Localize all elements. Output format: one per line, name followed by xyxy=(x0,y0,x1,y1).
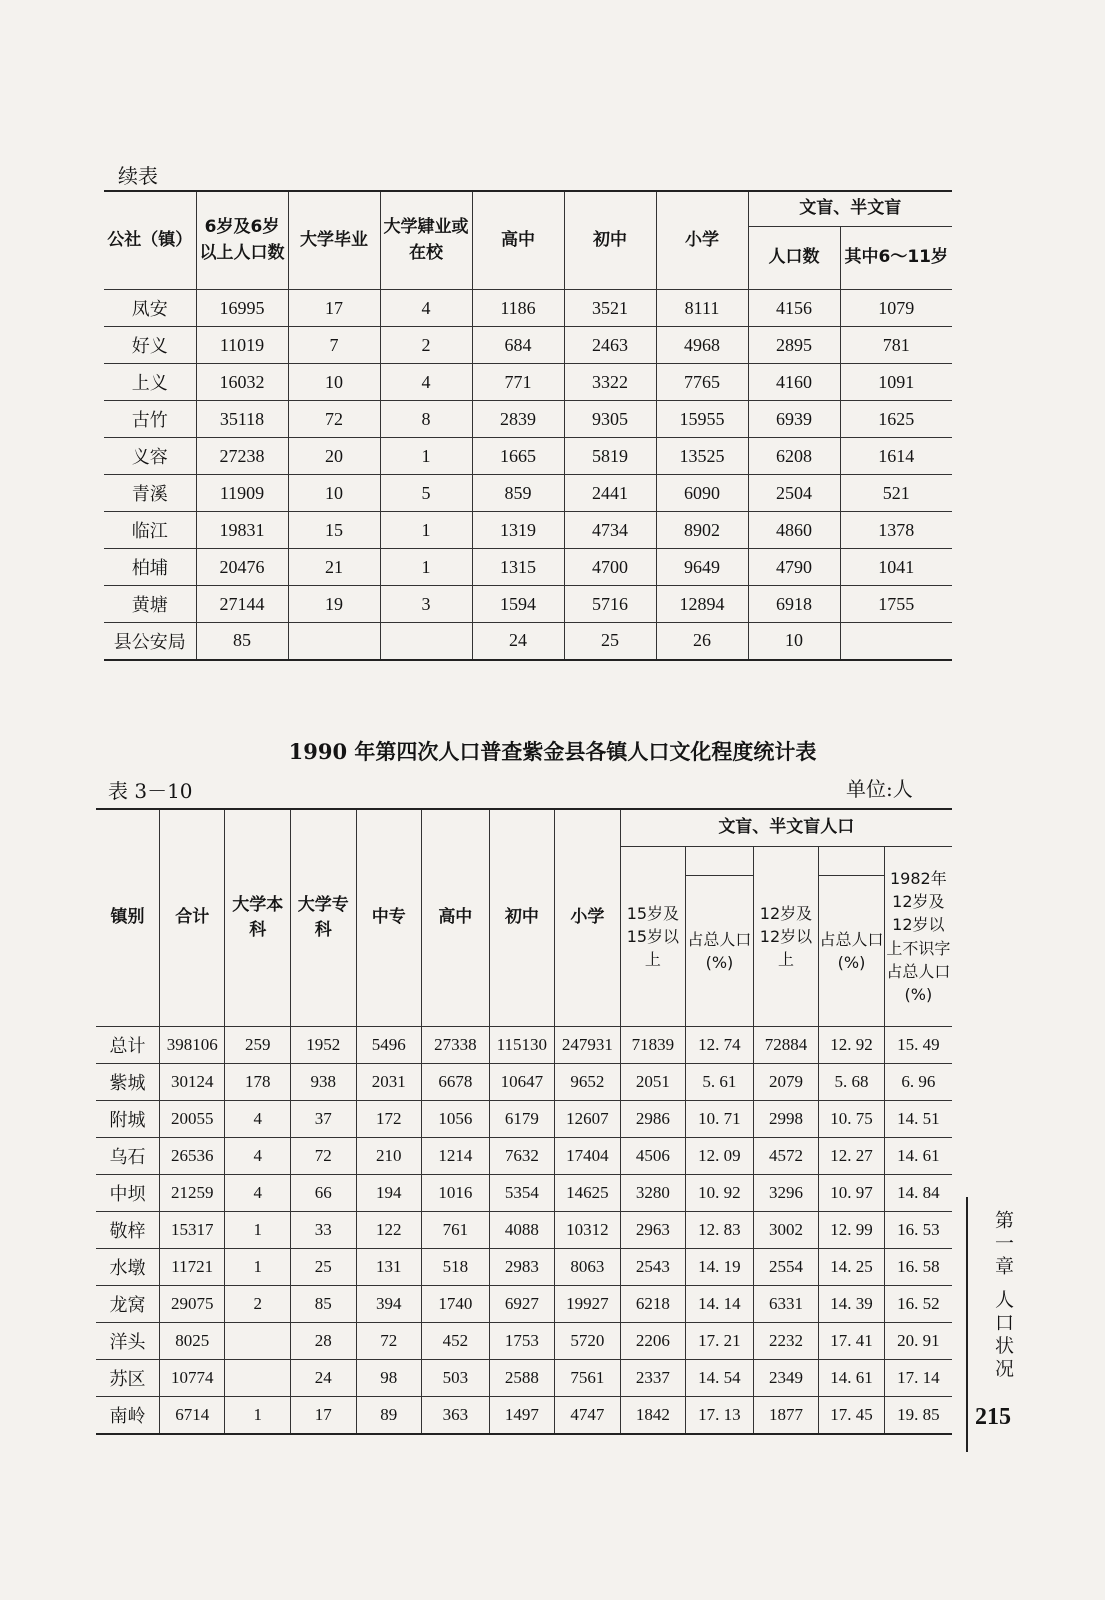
table-cell: 1378 xyxy=(840,512,952,549)
table-cell: 4 xyxy=(380,290,472,327)
table-cell: 14. 61 xyxy=(884,1138,952,1175)
table-cell: 10 xyxy=(288,475,380,512)
table-cell: 12. 83 xyxy=(686,1212,754,1249)
table-cell xyxy=(840,623,952,660)
side-rule xyxy=(966,1197,968,1452)
table-cell: 27338 xyxy=(422,1027,490,1064)
table-cell: 37 xyxy=(291,1101,357,1138)
table-cell: 1755 xyxy=(840,586,952,623)
table-row xyxy=(96,1175,952,1212)
table-cell: 21 xyxy=(288,549,380,586)
table-cell: 1 xyxy=(225,1397,291,1434)
row-label: 附城 xyxy=(96,1101,159,1138)
table-cell: 12607 xyxy=(555,1101,621,1138)
table-cell: 9652 xyxy=(555,1064,621,1101)
table-cell: 19. 85 xyxy=(884,1397,952,1434)
table-cell: 2079 xyxy=(753,1064,819,1101)
table-cell: 1614 xyxy=(840,438,952,475)
row-label: 义容 xyxy=(104,438,196,475)
header-illiterate-group: 文盲、半文盲 xyxy=(748,191,952,227)
table-cell: 2463 xyxy=(564,327,656,364)
header-junior: 初中 xyxy=(489,809,555,1027)
table-cell: 12894 xyxy=(656,586,748,623)
table-cell: 8063 xyxy=(555,1249,621,1286)
table-cell: 1665 xyxy=(472,438,564,475)
table-cell: 10 xyxy=(288,364,380,401)
table-cell: 12. 27 xyxy=(819,1138,885,1175)
table-cell: 10647 xyxy=(489,1064,555,1101)
row-label: 总计 xyxy=(96,1027,159,1064)
table-cell: 85 xyxy=(291,1286,357,1323)
table-cell: 10774 xyxy=(159,1360,225,1397)
table-cell: 1952 xyxy=(291,1027,357,1064)
page-number: 215 xyxy=(975,1404,1011,1430)
table-cell: 4 xyxy=(225,1101,291,1138)
table-cell: 684 xyxy=(472,327,564,364)
header-primary: 小学 xyxy=(656,191,748,290)
table-cell: 14. 61 xyxy=(819,1360,885,1397)
row-label: 乌石 xyxy=(96,1138,159,1175)
table-cell: 6331 xyxy=(753,1286,819,1323)
continued-table-label: 续表 xyxy=(118,164,158,188)
table-row xyxy=(104,327,952,364)
table-row xyxy=(104,586,952,623)
header-bachelor: 大学本科 xyxy=(225,809,291,1027)
table-cell: 4734 xyxy=(564,512,656,549)
table-cell: 503 xyxy=(422,1360,490,1397)
table-row xyxy=(104,549,952,586)
table-cell: 5. 68 xyxy=(819,1064,885,1101)
table-cell: 1 xyxy=(380,438,472,475)
table-cell: 210 xyxy=(356,1138,422,1175)
table-cell: 17 xyxy=(291,1397,357,1434)
table-cell: 28 xyxy=(291,1323,357,1360)
row-label: 中坝 xyxy=(96,1175,159,1212)
header-pop-6-plus: 6岁及6岁以上人口数 xyxy=(196,191,288,290)
table-cell: 20 xyxy=(288,438,380,475)
table-cell: 4 xyxy=(225,1138,291,1175)
table-cell: 17. 14 xyxy=(884,1360,952,1397)
table-cell: 2349 xyxy=(753,1360,819,1397)
table-cell: 1497 xyxy=(489,1397,555,1434)
table-cell: 17. 21 xyxy=(686,1323,754,1360)
table-cell: 1056 xyxy=(422,1101,490,1138)
table-cell: 7561 xyxy=(555,1360,621,1397)
header-illiterate-group: 文盲、半文盲人口 xyxy=(620,809,952,847)
table-cell: 1594 xyxy=(472,586,564,623)
table-cell: 2206 xyxy=(620,1323,686,1360)
table-cell: 25 xyxy=(564,623,656,660)
table-cell: 12. 09 xyxy=(686,1138,754,1175)
table-row xyxy=(96,1323,952,1360)
table-cell: 26 xyxy=(656,623,748,660)
table-cell: 194 xyxy=(356,1175,422,1212)
table-cell: 15. 49 xyxy=(884,1027,952,1064)
table-cell xyxy=(288,623,380,660)
table-row xyxy=(104,438,952,475)
table-number: 表 3－10 xyxy=(108,779,193,803)
table-cell: 1753 xyxy=(489,1323,555,1360)
table-cell: 14625 xyxy=(555,1175,621,1212)
table-cell: 398106 xyxy=(159,1027,225,1064)
table-row xyxy=(96,1397,952,1434)
table-cell: 85 xyxy=(196,623,288,660)
table-cell: 3280 xyxy=(620,1175,686,1212)
table-cell: 6090 xyxy=(656,475,748,512)
table-cell: 2895 xyxy=(748,327,840,364)
table-cell: 4506 xyxy=(620,1138,686,1175)
table-cell: 3521 xyxy=(564,290,656,327)
row-label: 龙窝 xyxy=(96,1286,159,1323)
table-cell: 1 xyxy=(380,549,472,586)
table-cell: 938 xyxy=(291,1064,357,1101)
table-cell: 4700 xyxy=(564,549,656,586)
table-cell: 1091 xyxy=(840,364,952,401)
header-town: 镇别 xyxy=(96,809,159,1027)
row-label: 水墩 xyxy=(96,1249,159,1286)
table-cell: 33 xyxy=(291,1212,357,1249)
table-cell: 15955 xyxy=(656,401,748,438)
header-total: 合计 xyxy=(159,809,225,1027)
table-cell: 4156 xyxy=(748,290,840,327)
table-row xyxy=(96,1138,952,1175)
table-cell: 5354 xyxy=(489,1175,555,1212)
table-cell: 5 xyxy=(380,475,472,512)
table-cell: 10. 92 xyxy=(686,1175,754,1212)
table-cell: 6208 xyxy=(748,438,840,475)
table-cell: 12. 92 xyxy=(819,1027,885,1064)
table-cell: 1186 xyxy=(472,290,564,327)
table-cell: 2 xyxy=(380,327,472,364)
row-label: 苏区 xyxy=(96,1360,159,1397)
table-cell: 24 xyxy=(472,623,564,660)
table-cell: 363 xyxy=(422,1397,490,1434)
table-cell: 12. 74 xyxy=(686,1027,754,1064)
table-cell: 14. 19 xyxy=(686,1249,754,1286)
table-cell: 20476 xyxy=(196,549,288,586)
table-cell: 8025 xyxy=(159,1323,225,1360)
table-cell: 24 xyxy=(291,1360,357,1397)
table-cell: 1625 xyxy=(840,401,952,438)
table-cell: 259 xyxy=(225,1027,291,1064)
table-cell: 35118 xyxy=(196,401,288,438)
table-cell: 6218 xyxy=(620,1286,686,1323)
table-cell: 178 xyxy=(225,1064,291,1101)
table-cell: 9649 xyxy=(656,549,748,586)
table-row xyxy=(96,1101,952,1138)
table-cell: 72884 xyxy=(753,1027,819,1064)
row-label: 好义 xyxy=(104,327,196,364)
table-cell: 27144 xyxy=(196,586,288,623)
table-cell: 8902 xyxy=(656,512,748,549)
table-cell: 17. 45 xyxy=(819,1397,885,1434)
table-row xyxy=(104,364,952,401)
table-cell: 1315 xyxy=(472,549,564,586)
header-primary: 小学 xyxy=(555,809,621,1027)
header-age-15-plus: 15岁及15岁以上 xyxy=(620,847,686,1027)
row-label: 临江 xyxy=(104,512,196,549)
table-cell: 19 xyxy=(288,586,380,623)
table-cell: 1079 xyxy=(840,290,952,327)
table-cell: 15 xyxy=(288,512,380,549)
row-label: 县公安局 xyxy=(104,623,196,660)
header-age-12-plus: 12岁及12岁以上 xyxy=(753,847,819,1027)
table-cell: 781 xyxy=(840,327,952,364)
table-cell: 2543 xyxy=(620,1249,686,1286)
table-cell: 2986 xyxy=(620,1101,686,1138)
table-cell: 10. 97 xyxy=(819,1175,885,1212)
table-cell: 4088 xyxy=(489,1212,555,1249)
table-row xyxy=(104,475,952,512)
table-cell: 11909 xyxy=(196,475,288,512)
table-cell: 72 xyxy=(356,1323,422,1360)
table-cell: 19831 xyxy=(196,512,288,549)
table-cell: 13525 xyxy=(656,438,748,475)
table-cell: 394 xyxy=(356,1286,422,1323)
table-row xyxy=(104,290,952,327)
table-cell: 30124 xyxy=(159,1064,225,1101)
table-cell: 19927 xyxy=(555,1286,621,1323)
table-cell: 2963 xyxy=(620,1212,686,1249)
table-cell: 6714 xyxy=(159,1397,225,1434)
table-cell: 5819 xyxy=(564,438,656,475)
table-cell: 17. 13 xyxy=(686,1397,754,1434)
table-cell: 5716 xyxy=(564,586,656,623)
table-cell: 21259 xyxy=(159,1175,225,1212)
table-cell: 4968 xyxy=(656,327,748,364)
table-cell: 6918 xyxy=(748,586,840,623)
table-cell: 17. 41 xyxy=(819,1323,885,1360)
table-cell: 172 xyxy=(356,1101,422,1138)
header-tech-secondary: 中专 xyxy=(356,809,422,1027)
header-pct-15: 占总人口(%) xyxy=(686,876,754,1027)
header-senior: 高中 xyxy=(472,191,564,290)
table-cell: 72 xyxy=(291,1138,357,1175)
row-label: 古竹 xyxy=(104,401,196,438)
table-cell xyxy=(225,1323,291,1360)
table-cell: 20055 xyxy=(159,1101,225,1138)
table-cell: 2504 xyxy=(748,475,840,512)
row-label: 南岭 xyxy=(96,1397,159,1434)
table-cell: 1740 xyxy=(422,1286,490,1323)
table-cell: 761 xyxy=(422,1212,490,1249)
table-cell: 2232 xyxy=(753,1323,819,1360)
table-cell: 131 xyxy=(356,1249,422,1286)
header-illiterate-6-11: 其中6～11岁 xyxy=(840,227,952,290)
table-cell: 4 xyxy=(380,364,472,401)
row-label: 敬梓 xyxy=(96,1212,159,1249)
table-row xyxy=(96,1286,952,1323)
table-cell: 10 xyxy=(748,623,840,660)
table-cell: 7765 xyxy=(656,364,748,401)
table-cell: 4747 xyxy=(555,1397,621,1434)
table-cell: 1 xyxy=(225,1249,291,1286)
header-senior: 高中 xyxy=(422,809,490,1027)
table-cell: 2983 xyxy=(489,1249,555,1286)
table-cell: 5496 xyxy=(356,1027,422,1064)
table-cell xyxy=(380,623,472,660)
table-cell: 115130 xyxy=(489,1027,555,1064)
header-1982-illiterate-pct: 1982年12岁及12岁以上不识字占总人口(%) xyxy=(884,847,952,1027)
table-row xyxy=(104,512,952,549)
table-cell: 2051 xyxy=(620,1064,686,1101)
table-cell: 17 xyxy=(288,290,380,327)
table-cell: 122 xyxy=(356,1212,422,1249)
table-cell: 5. 61 xyxy=(686,1064,754,1101)
table-cell: 26536 xyxy=(159,1138,225,1175)
table-row xyxy=(104,401,952,438)
table-cell: 2 xyxy=(225,1286,291,1323)
header-illiterate-pop: 人口数 xyxy=(748,227,840,290)
table-cell: 2554 xyxy=(753,1249,819,1286)
table-cell: 16. 53 xyxy=(884,1212,952,1249)
table-cell: 4860 xyxy=(748,512,840,549)
table-cell: 4790 xyxy=(748,549,840,586)
table-cell: 14. 51 xyxy=(884,1101,952,1138)
table-cell: 14. 25 xyxy=(819,1249,885,1286)
table-cell: 16032 xyxy=(196,364,288,401)
table-cell: 859 xyxy=(472,475,564,512)
row-label: 紫城 xyxy=(96,1064,159,1101)
table-cell: 1016 xyxy=(422,1175,490,1212)
table-cell: 10312 xyxy=(555,1212,621,1249)
table-cell: 6678 xyxy=(422,1064,490,1101)
table-cell: 4160 xyxy=(748,364,840,401)
row-label: 上义 xyxy=(104,364,196,401)
table-cell: 29075 xyxy=(159,1286,225,1323)
table-cell: 2337 xyxy=(620,1360,686,1397)
table-cell: 72 xyxy=(288,401,380,438)
table-cell: 8111 xyxy=(656,290,748,327)
commune-education-table xyxy=(104,190,952,661)
table-cell: 2588 xyxy=(489,1360,555,1397)
row-label: 柏埔 xyxy=(104,549,196,586)
table-cell: 2441 xyxy=(564,475,656,512)
header-college: 大学专科 xyxy=(291,809,357,1027)
table-row xyxy=(96,1064,952,1101)
table-cell: 10. 71 xyxy=(686,1101,754,1138)
table-row xyxy=(96,1249,952,1286)
table-cell: 1214 xyxy=(422,1138,490,1175)
table-cell: 10. 75 xyxy=(819,1101,885,1138)
table-cell: 6. 96 xyxy=(884,1064,952,1101)
table-cell: 7632 xyxy=(489,1138,555,1175)
table-cell: 8 xyxy=(380,401,472,438)
table-cell: 11721 xyxy=(159,1249,225,1286)
table-cell: 89 xyxy=(356,1397,422,1434)
table-cell: 71839 xyxy=(620,1027,686,1064)
table-cell: 6939 xyxy=(748,401,840,438)
table-cell: 25 xyxy=(291,1249,357,1286)
table-cell: 98 xyxy=(356,1360,422,1397)
table-cell: 14. 84 xyxy=(884,1175,952,1212)
table-cell: 3296 xyxy=(753,1175,819,1212)
table-cell: 4572 xyxy=(753,1138,819,1175)
table-cell: 1842 xyxy=(620,1397,686,1434)
table-cell: 518 xyxy=(422,1249,490,1286)
table-cell: 20. 91 xyxy=(884,1323,952,1360)
table-cell: 16995 xyxy=(196,290,288,327)
table-cell: 452 xyxy=(422,1323,490,1360)
row-label: 黄塘 xyxy=(104,586,196,623)
table-cell: 5720 xyxy=(555,1323,621,1360)
table-cell: 1041 xyxy=(840,549,952,586)
table-cell: 3 xyxy=(380,586,472,623)
header-commune: 公社（镇） xyxy=(104,191,196,290)
table-cell: 6927 xyxy=(489,1286,555,1323)
table-title: 1990 年第四次人口普查紫金县各镇人口文化程度统计表 xyxy=(288,739,817,764)
row-label: 凤安 xyxy=(104,290,196,327)
unit-label: 单位:人 xyxy=(846,777,913,801)
table-cell: 7 xyxy=(288,327,380,364)
table-row xyxy=(96,1212,952,1249)
table-cell: 521 xyxy=(840,475,952,512)
table-cell: 1319 xyxy=(472,512,564,549)
table-cell: 9305 xyxy=(564,401,656,438)
table-row xyxy=(104,623,952,660)
table-cell: 1877 xyxy=(753,1397,819,1434)
table-cell: 3322 xyxy=(564,364,656,401)
table-cell: 12. 99 xyxy=(819,1212,885,1249)
table-cell: 1 xyxy=(380,512,472,549)
table-cell: 1 xyxy=(225,1212,291,1249)
table-row xyxy=(96,1027,952,1064)
table-cell: 2031 xyxy=(356,1064,422,1101)
table-row xyxy=(96,1360,952,1397)
header-univ-grad: 大学毕业 xyxy=(288,191,380,290)
chapter-tab: 第一章 人口状况 xyxy=(992,1210,1014,1382)
table-cell: 6179 xyxy=(489,1101,555,1138)
town-education-table xyxy=(96,808,952,1435)
table-cell: 771 xyxy=(472,364,564,401)
table-cell: 16. 58 xyxy=(884,1249,952,1286)
header-junior: 初中 xyxy=(564,191,656,290)
table-cell: 15317 xyxy=(159,1212,225,1249)
table-cell: 16. 52 xyxy=(884,1286,952,1323)
table-cell: 14. 54 xyxy=(686,1360,754,1397)
table-cell: 66 xyxy=(291,1175,357,1212)
table-cell: 14. 39 xyxy=(819,1286,885,1323)
table-cell: 4 xyxy=(225,1175,291,1212)
table-cell: 3002 xyxy=(753,1212,819,1249)
table-cell: 11019 xyxy=(196,327,288,364)
row-label: 洋头 xyxy=(96,1323,159,1360)
header-pct-12: 占总人口(%) xyxy=(819,876,885,1027)
table-cell: 14. 14 xyxy=(686,1286,754,1323)
table-cell: 2998 xyxy=(753,1101,819,1138)
table-cell: 247931 xyxy=(555,1027,621,1064)
table-cell: 27238 xyxy=(196,438,288,475)
table-cell: 17404 xyxy=(555,1138,621,1175)
row-label: 青溪 xyxy=(104,475,196,512)
table-cell xyxy=(225,1360,291,1397)
header-univ-study: 大学肄业或在校 xyxy=(380,191,472,290)
table-cell: 2839 xyxy=(472,401,564,438)
